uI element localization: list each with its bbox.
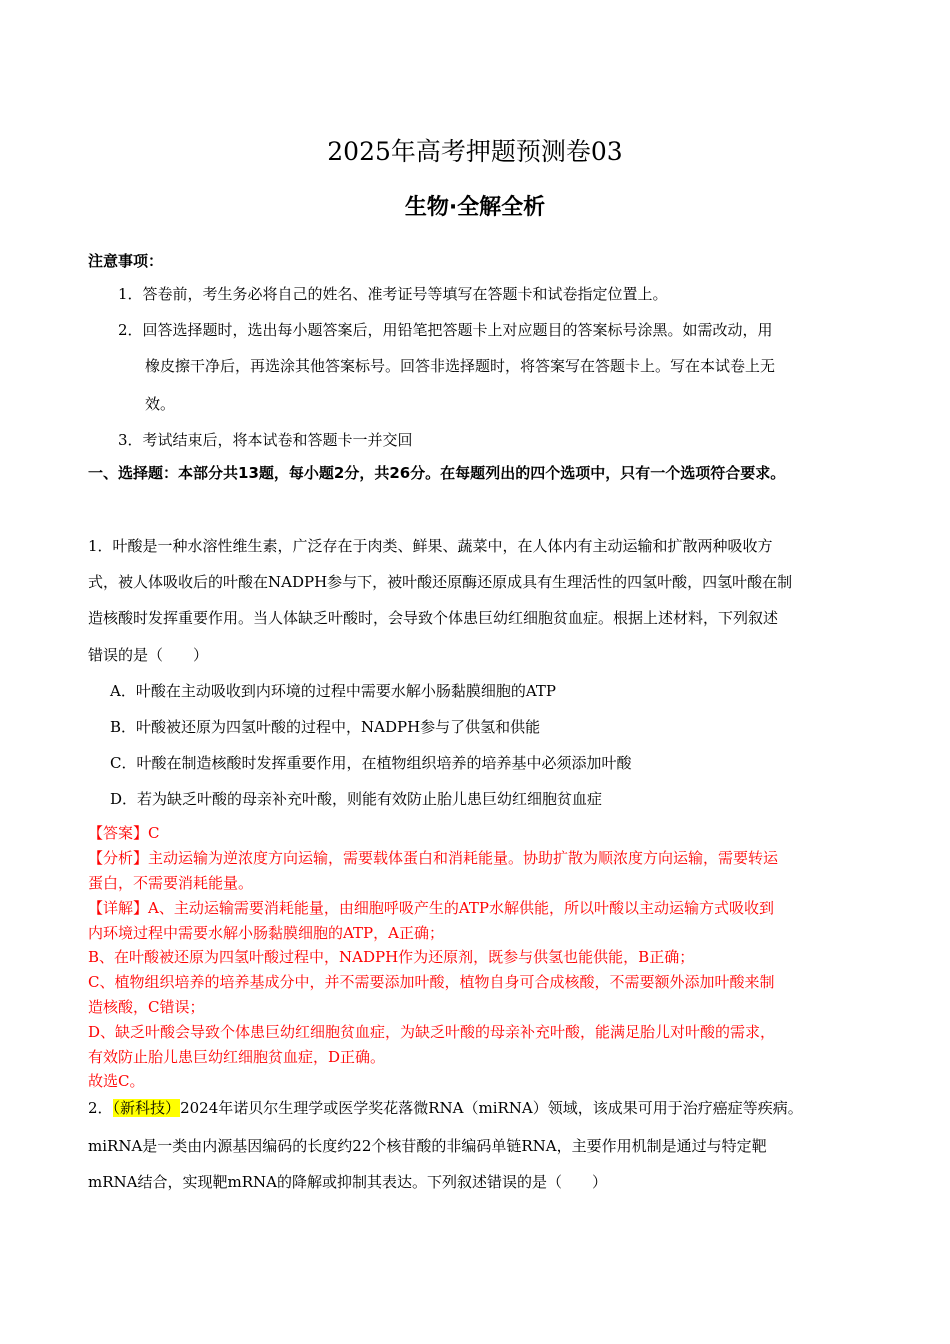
question-1-line: 1．叶酸是一种水溶性维生素，广泛存在于肉类、鲜果、蔬菜中，在人体内有主动运输和扩散两种吸收方 <box>88 537 773 555</box>
notice-item-2 <box>118 312 863 348</box>
page-title: 2025年高考押题预测卷03 <box>327 137 623 166</box>
question-1-line: 式，被人体吸收后的叶酸在NADPH参与下，被叶酸还原酶还原成具有生理活性的四氢叶酸，四氢叶酸在制 <box>88 573 793 591</box>
question-1-option-d: D．若为缺乏叶酸的母亲补充叶酸，则能有效防止胎儿患巨幼红细胞贫血症 <box>110 790 603 808</box>
explanation-line: 有效防止胎儿患巨幼红细胞贫血症，D正确。 <box>88 1048 386 1066</box>
notice-item-text: 答卷前，考生务必将自己的姓名、准考证号等填写在答题卡和试卷指定位置上。 <box>142 285 668 303</box>
explanation-line: C、植物组织培养的培养基成分中，并不需要添加叶酸，植物自身可合成核酸，不需要额外添加叶酸来制 <box>88 973 775 991</box>
notice-item-text: 回答选择题时，选出每小题答案后，用铅笔把答题卡上对应题目的答案标号涂黑。如需改动，用 <box>142 321 773 339</box>
notice-item-3 <box>118 422 863 458</box>
question-1-line: 错误的是（ ） <box>88 646 209 664</box>
question-1-option-c: C．叶酸在制造核酸时发挥重要作用，在植物组织培养的培养基中必须添加叶酸 <box>110 754 632 772</box>
question-2-text: 2024年诺贝尔生理学或医学奖花落微RNA（miRNA）领域，该成果可用于治疗癌症等疾病。 <box>180 1099 803 1117</box>
analysis-line: 【分析】主动运输为逆浓度方向运输，需要载体蛋白和消耗能量。协助扩散为顺浓度方向运输，需要转运 <box>88 849 779 867</box>
question-2-line: mRNA结合，实现靶mRNA的降解或抑制其表达。下列叙述错误的是（ ） <box>88 1173 607 1191</box>
notice-item-1 <box>118 276 863 312</box>
explanation-line: D、缺乏叶酸会导致个体患巨幼红细胞贫血症，为缺乏叶酸的母亲补充叶酸，能满足胎儿对叶酸的需求， <box>88 1023 776 1041</box>
notice-item-2-continued: 橡皮擦干净后，再选涂其他答案标号。回答非选择题时，将答案写在答题卡上。写在本试卷上无 <box>145 357 776 375</box>
explanation-line: 造核酸，C错误； <box>88 998 205 1016</box>
question-2-line: miRNA是一类由内源基因编码的长度约22个核苷酸的非编码单链RNA，主要作用机制是通过与特定靶 <box>88 1137 767 1155</box>
question-2-tag: （新科技） <box>112 1099 181 1117</box>
answer-line: 【答案】C <box>88 824 160 842</box>
notice-heading: 注意事项： <box>88 252 164 270</box>
notice-item-text: 考试结束后，将本试卷和答题卡一并交回 <box>142 431 413 449</box>
question-1-line: 造核酸时发挥重要作用。当人体缺乏叶酸时，会导致个体患巨幼红细胞贫血症。根据上述材料，下列叙述 <box>88 609 779 627</box>
page-subtitle: 生物·全解全析 <box>404 195 546 220</box>
explanation-line: 内环境过程中需要水解小肠黏膜细胞的ATP，A正确； <box>88 924 444 942</box>
notice-item-number: 1． <box>118 285 143 303</box>
notice-item-number: 2． <box>118 321 143 339</box>
question-1-option-b: B．叶酸被还原为四氢叶酸的过程中，NADPH参与了供氢和供能 <box>110 718 541 736</box>
analysis-line: 蛋白，不需要消耗能量。 <box>88 874 254 892</box>
explanation-line: 【详解】A、主动运输需要消耗能量，由细胞呼吸产生的ATP水解供能，所以叶酸以主动运输方式吸收到 <box>88 899 774 917</box>
question-1-option-a: A．叶酸在主动吸收到内环境的过程中需要水解小肠黏膜细胞的ATP <box>110 682 556 700</box>
explanation-line: B、在叶酸被还原为四氢叶酸过程中，NADPH作为还原剂，既参与供氢也能供能，B正确； <box>88 948 695 966</box>
question-2-line <box>88 1096 868 1120</box>
question-2-number: 2． <box>88 1099 113 1117</box>
notice-item-2-continued-end: 效。 <box>145 395 176 413</box>
notice-item-number: 3． <box>118 431 143 449</box>
section-heading: 一、选择题：本部分共13题，每小题2分，共26分。在每题列出的四个选项中，只有一个选项符合要求。 <box>88 464 786 482</box>
final-answer-line: 故选C。 <box>88 1072 145 1090</box>
